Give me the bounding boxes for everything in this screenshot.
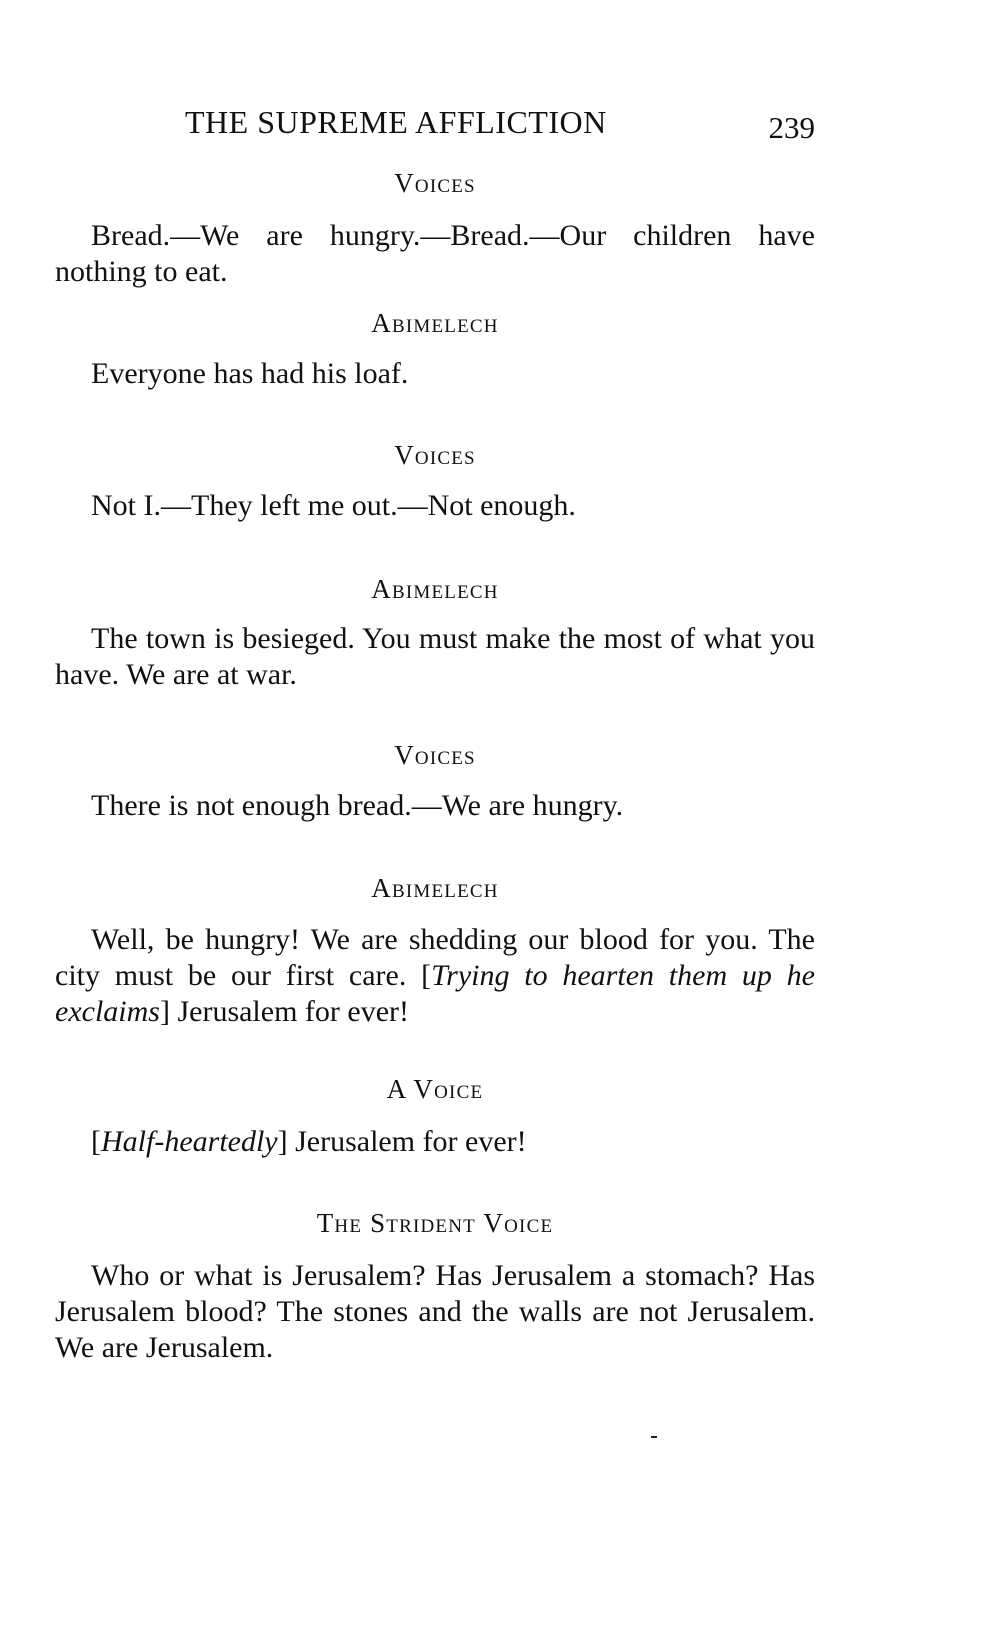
- speech-text: [55, 922, 815, 1030]
- speaker-name: Voices: [394, 440, 476, 470]
- speech-text: Not I.—They left me out.—Not enough.: [91, 489, 576, 522]
- stage-direction: Trying to hearten them up he exclaims: [55, 959, 815, 1028]
- speech-text-part: [: [91, 1125, 101, 1158]
- speaker-name: Abimelech: [371, 308, 499, 338]
- speech-text: Bread.—We are hungry.—Bread.—Our children have nothing to eat.: [55, 219, 815, 288]
- speaker-name: Voices: [394, 168, 476, 198]
- speaker-name: Abimelech: [371, 873, 499, 903]
- speech-text: Everyone has had his loaf.: [91, 357, 409, 390]
- page-number: 239: [768, 110, 815, 145]
- speaker-name: A Voice: [386, 1074, 484, 1104]
- speech-text: The town is besieged. You must make the most of what you have. We are at war.: [55, 622, 815, 691]
- speaker-name: The Strident Voice: [316, 1208, 554, 1238]
- speaker-name: Abimelech: [371, 574, 499, 604]
- speaker-name: Voices: [394, 740, 476, 770]
- running-head: [55, 104, 815, 144]
- speech-text: Who or what is Jerusalem? Has Jerusalem a stomach? Has Jerusalem blood? The stones and the walls are not Jerusalem. We are Jerusalem.: [55, 1259, 815, 1364]
- running-title: THE SUPREME AFFLICTION: [185, 104, 607, 140]
- speech-text: There is not enough bread.—We are hungry.: [91, 789, 624, 822]
- stage-direction: Half-heartedly: [101, 1125, 278, 1158]
- speech-text-part: Well, be hungry! We are shedding our blood for you. The city must be our first care. [: [55, 923, 815, 992]
- speech-text-part: ] Jerusalem for ever!: [159, 995, 410, 1028]
- speech-text: [55, 1124, 815, 1160]
- speech-text-part: ] Jerusalem for ever!: [277, 1125, 527, 1158]
- print-speck: [651, 1436, 657, 1438]
